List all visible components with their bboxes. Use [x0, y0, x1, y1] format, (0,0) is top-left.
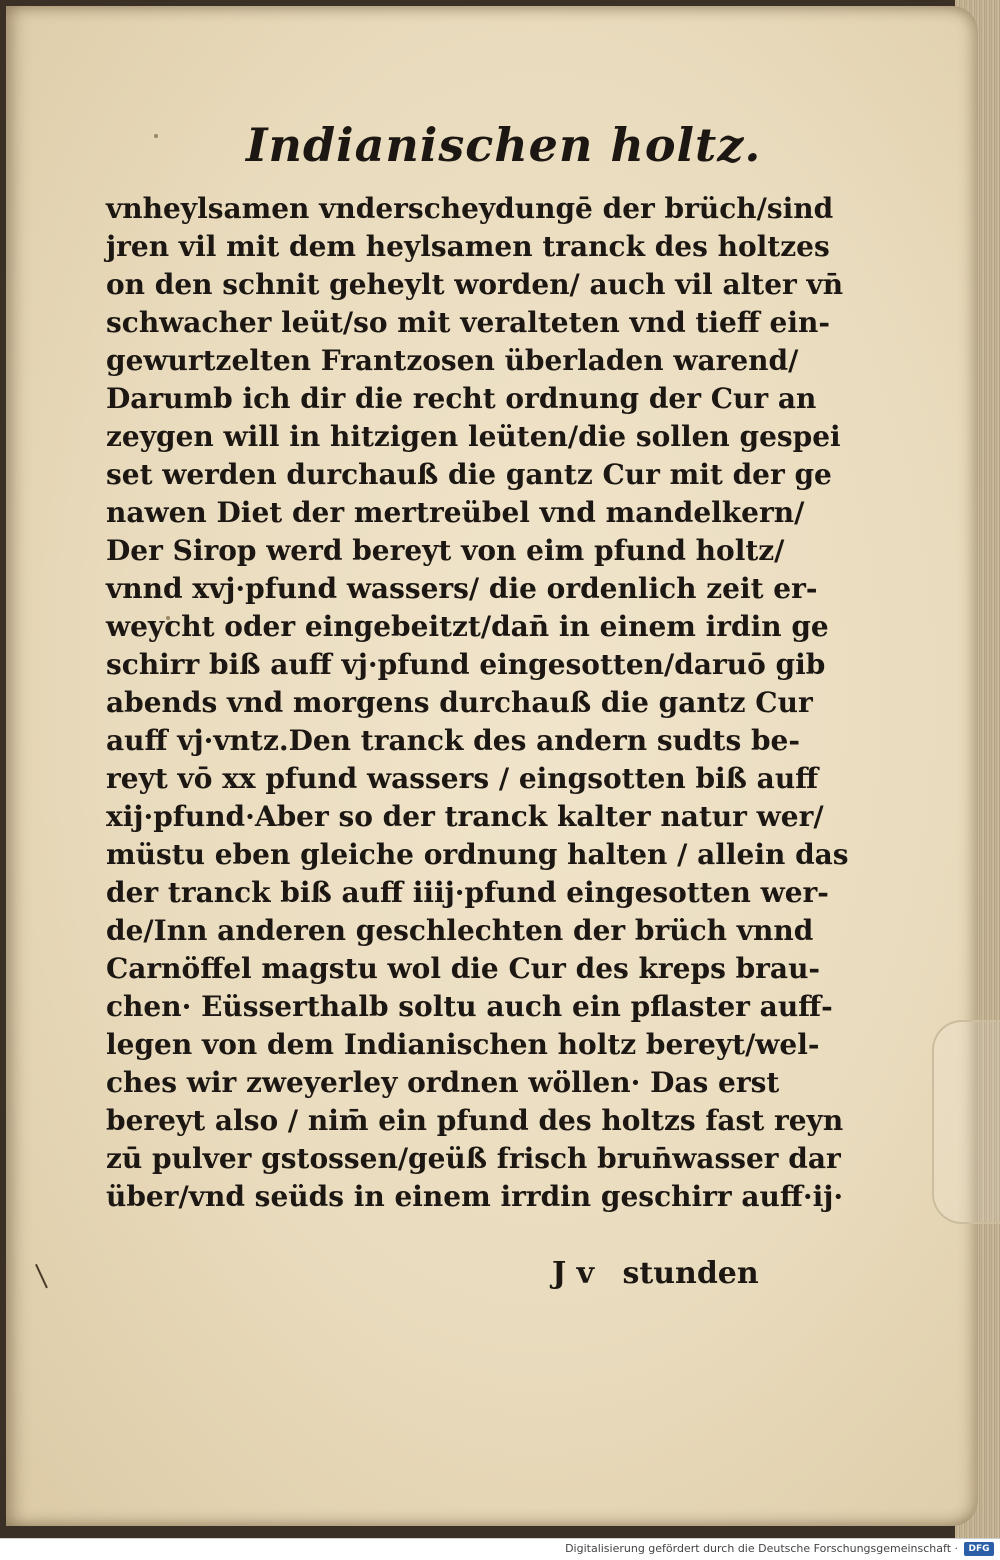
footer-credit: Digitalisierung gefördert durch die Deutsche Forschungsgemeinschaft ·	[565, 1542, 958, 1555]
text-line: vnheylsamen vnderscheydungē der brüch/sind	[106, 192, 834, 225]
text-line: schwacher leüt/so mit veralteten vnd tieff ein-	[106, 306, 830, 339]
running-head: Indianischen holtz.	[246, 118, 762, 172]
signature-mark: J v	[552, 1256, 595, 1291]
text-line: gewurtzelten Frantzosen überladen warend/	[106, 344, 799, 377]
ink-speck	[154, 134, 158, 138]
text-line: schirr biß auff vj·pfund eingesotten/daruō gib	[106, 648, 826, 681]
book-page	[6, 6, 978, 1526]
text-line: der tranck biß auff iiij·pfund eingesotten wer-	[106, 876, 829, 909]
text-line: xij·pfund·Aber so der tranck kalter natur wer/	[106, 800, 824, 833]
margin-mark	[35, 1260, 57, 1289]
text-line: auff vj·vntz.Den tranck des andern sudts be-	[106, 724, 800, 757]
text-line: müstu eben gleiche ordnung halten / allein das	[106, 838, 849, 871]
text-line: ches wir zweyerley ordnen wöllen· Das erst	[106, 1066, 780, 1099]
text-line: zū pulver gstossen/geüß frisch brun̄wasser dar	[106, 1142, 841, 1175]
text-line: nawen Diet der mertreübel vnd mandelkern/	[106, 496, 805, 529]
text-line: legen von dem Indianischen holtz bereyt/wel-	[106, 1028, 820, 1061]
page-tab-mark	[932, 1020, 1000, 1224]
text-line: reyt vō xx pfund wassers / eingsotten biß auff	[106, 762, 819, 795]
text-line: Der Sirop werd bereyt von eim pfund holtz/	[106, 534, 785, 567]
text-line: bereyt also / nim̄ ein pfund des holtzs fast reyn	[106, 1104, 844, 1137]
text-line: de/Inn anderen geschlechten der brüch vnnd	[106, 914, 814, 947]
text-line: jren vil mit dem heylsamen tranck des holtzes	[106, 230, 830, 263]
text-line: Carnöffel magstu wol die Cur des kreps brau-	[106, 952, 821, 985]
signature-line	[552, 1256, 792, 1296]
text-line: über/vnd seüds in einem irrdin geschirr auff·ij·	[106, 1180, 844, 1213]
text-line: abends vnd morgens durchauß die gantz Cur	[106, 686, 813, 719]
text-line: vnnd xvj·pfund wassers/ die ordenlich zeit er-	[106, 572, 818, 605]
text-line: Darumb ich dir die recht ordnung der Cur an	[106, 382, 817, 415]
footer-bar	[0, 1538, 1000, 1560]
dfg-logo: DFG	[964, 1542, 994, 1556]
catchword: stunden	[622, 1256, 759, 1291]
text-line: zeygen will in hitzigen leüten/die sollen gespei	[106, 420, 841, 453]
text-line: on den schnit geheylt worden/ auch vil alter vn̄	[106, 268, 844, 301]
text-line: weycht oder eingebeitzt/dan̄ in einem irdin ge	[106, 610, 829, 643]
text-line: chen· Eüsserthalb soltu auch ein pflaster auff-	[106, 990, 833, 1023]
text-line: set werden durchauß die gantz Cur mit der ge	[106, 458, 832, 491]
